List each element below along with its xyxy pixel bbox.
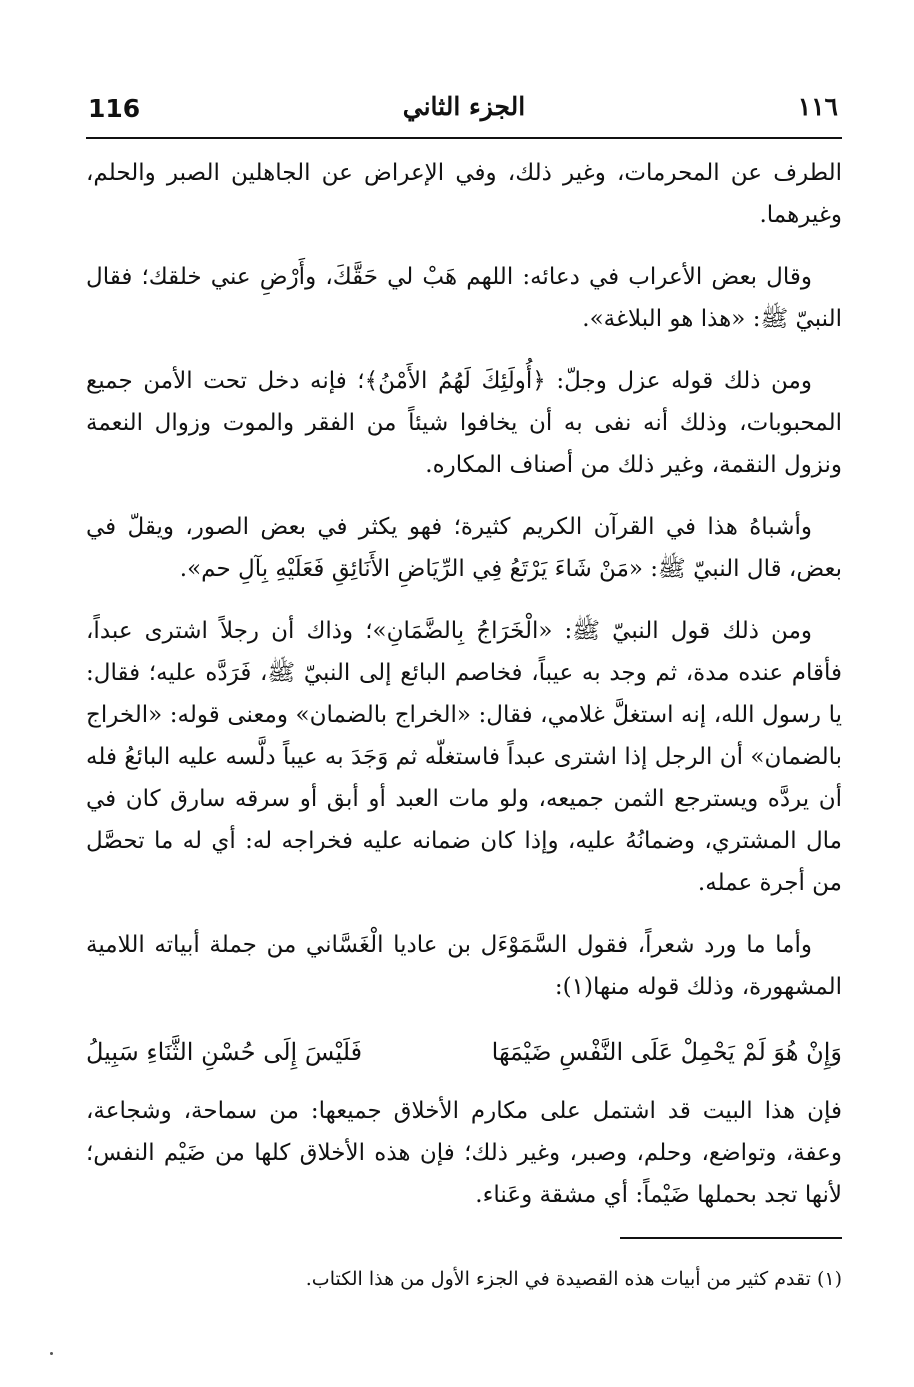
paragraph-5: ومن ذلك قول النبيّ ﷺ: «الْخَرَاجُ بِالضَّمَانِ»؛ وذاك أن رجلاً اشترى عبداً، فأقام عنده مدة، ثم وجد به عيباً، فخاصم البائع إلى النبيّ ﷺ، فَرَدَّه عليه؛ فقال: يا رسول الله، إنه استغلَّ غلامي، فقال: «الخراج بالضمان» ومعنى قوله: «الخراج بالضمان» أن الرجل إذا اشترى عبداً فاستغلّه ثم وَجَدَ به عيباً دلَّسه عليه البائعُ فله أن يردَّه ويسترجع الثمن جميعه، ولو مات العبد أو أبق أو سرقه سارق كان في مال المشتري، وضمانُهُ عليه، وإذا كان ضمانه عليه فخراجه له: أي له ما تحصَّل من أجرة عمله. (86, 618, 842, 896)
verse-first-hemistich: وَإِنْ هُوَ لَمْ يَحْمِلْ عَلَى النَّفْسِ ضَيْمَهَا (491, 1038, 842, 1066)
paragraph-6: وأما ما ورد شعراً، فقول السَّمَوْءَل بن عاديا الْغَسَّاني من جملة أبياته اللامية المشهورة، وذلك قوله منها(١): (86, 932, 842, 1000)
page-header (86, 88, 842, 132)
poem-verse (86, 1028, 842, 1076)
header-rule (86, 137, 842, 139)
footnote: (١) تقدم كثير من أبيات هذه القصيدة في الجزء الأول من هذا الكتاب. (305, 1268, 842, 1290)
running-title: الجزء الثاني (402, 92, 526, 121)
paragraph-1: الطرف عن المحرمات، وغير ذلك، وفي الإعراض عن الجاهلين الصبر والحلم، وغيرهما. (86, 160, 842, 228)
page-number-western: 116 (88, 94, 141, 123)
paragraph-2: وقال بعض الأعراب في دعائه: اللهم هَبْ لي حَقَّكَ، وأَرْضِ عني خلقك؛ فقال النبيّ ﷺ: «هذا هو البلاغة». (86, 264, 842, 332)
main-text (86, 152, 842, 1236)
print-speck (50, 1352, 53, 1355)
verse-second-hemistich: فَلَيْسَ إِلَى حُسْنِ الثَّنَاءِ سَبِيلُ (86, 1038, 363, 1066)
footnote-rule (620, 1237, 842, 1239)
page-number-arabic: ١١٦ (797, 92, 838, 121)
paragraph-4: وأشباهُ هذا في القرآن الكريم كثيرة؛ فهو يكثر في بعض الصور، ويقلّ في بعض، قال النبيّ ﷺ: «مَنْ شَاءَ يَرْتَعُ فِي الرِّيَاضِ الأَنَائِقِ فَعَلَيْهِ بِآلِ حم». (86, 514, 842, 582)
paragraph-3: ومن ذلك قوله عزل وجلّ: ﴿أُولَئِكَ لَهُمُ الأَمْنُ﴾؛ فإنه دخل تحت الأمن جميع المحبوبات، وذلك أنه نفى به أن يخافوا شيئاً من الفقر والموت وزوال النعمة ونزول النقمة، وغير ذلك من أصناف المكاره. (86, 368, 842, 478)
paragraph-7: فإن هذا البيت قد اشتمل على مكارم الأخلاق جميعها: من سماحة، وشجاعة، وعفة، وتواضع، وحلم، وصبر، وغير ذلك؛ فإن هذه الأخلاق كلها من ضَيْم النفس؛ لأنها تجد بحملها ضَيْماً: أي مشقة وعَناء. (86, 1098, 842, 1208)
